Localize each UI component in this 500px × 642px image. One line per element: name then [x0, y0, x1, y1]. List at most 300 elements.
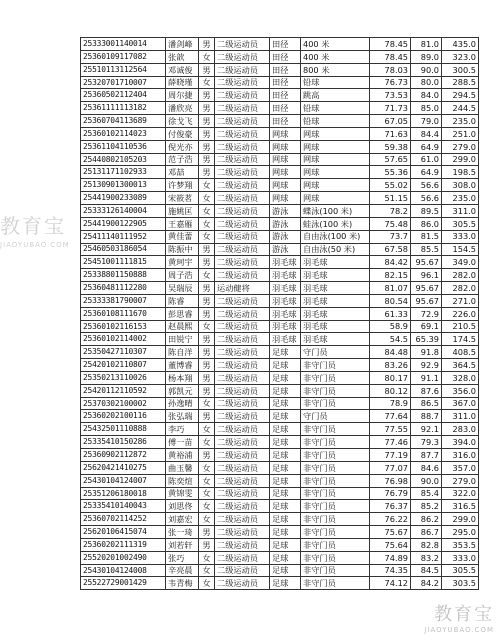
cell-name: 辛亮晨	[166, 564, 199, 577]
cell-sport: 羽毛球	[270, 256, 301, 269]
cell-id: 25430104124008	[81, 564, 166, 577]
cell-score-1: 76.37	[370, 500, 411, 513]
cell-id: 25360702114252	[81, 513, 166, 526]
cell-event: 非守门员	[301, 526, 370, 539]
cell-event: 守门员	[301, 410, 370, 423]
cell-sport: 足球	[270, 577, 301, 590]
cell-event: 羽毛球	[301, 333, 370, 346]
cell-sex: 男	[199, 384, 215, 397]
cell-score-1: 59.38	[370, 140, 411, 153]
cell-name: 周子浩	[166, 269, 199, 282]
cell-event: 非守门员	[301, 500, 370, 513]
cell-score-1: 55.02	[370, 179, 411, 192]
cell-level: 二级运动员	[215, 333, 270, 346]
cell-id: 25460503186054	[81, 243, 166, 256]
cell-sport: 足球	[270, 474, 301, 487]
cell-score-2: 84.2	[411, 577, 442, 590]
cell-score-3: 282.0	[442, 269, 479, 282]
cell-score-3: 333.0	[442, 230, 479, 243]
table-row	[81, 76, 479, 89]
cell-score-3: 251.0	[442, 127, 479, 140]
cell-level: 二级运动员	[215, 320, 270, 333]
cell-sport: 羽毛球	[270, 333, 301, 346]
cell-event: 网球	[301, 192, 370, 205]
cell-score-3: 305.5	[442, 564, 479, 577]
cell-score-1: 78.2	[370, 204, 411, 217]
cell-score-2: 92.9	[411, 359, 442, 372]
cell-score-3: 226.0	[442, 307, 479, 320]
cell-score-1: 77.64	[370, 410, 411, 423]
cell-sex: 男	[199, 538, 215, 551]
cell-event: 非守门员	[301, 449, 370, 462]
cell-name: 潘欣亮	[166, 102, 199, 115]
cell-name: 陈自洋	[166, 346, 199, 359]
cell-score-1: 61.33	[370, 307, 411, 320]
cell-id: 25520201002490	[81, 551, 166, 564]
cell-sport: 足球	[270, 500, 301, 513]
cell-sex: 女	[199, 269, 215, 282]
cell-event: 跳高	[301, 89, 370, 102]
cell-sport: 游泳	[270, 243, 301, 256]
cell-sex: 男	[199, 346, 215, 359]
table-row	[81, 500, 479, 513]
cell-id: 25131171102933	[81, 166, 166, 179]
cell-name: 宋筱茗	[166, 192, 199, 205]
cell-sport: 足球	[270, 538, 301, 551]
cell-id: 25360502112404	[81, 89, 166, 102]
cell-sport: 足球	[270, 397, 301, 410]
cell-score-3: 328.0	[442, 371, 479, 384]
table-row	[81, 551, 479, 564]
cell-name: 刘嘉宏	[166, 513, 199, 526]
cell-event: 非守门员	[301, 538, 370, 551]
cell-score-1: 76.79	[370, 487, 411, 500]
table-body	[81, 38, 479, 590]
cell-name: 许梦翔	[166, 179, 199, 192]
cell-id: 25333001140014	[81, 38, 166, 51]
cell-score-2: 91.1	[411, 371, 442, 384]
cell-sport: 田径	[270, 102, 301, 115]
cell-score-1: 76.22	[370, 513, 411, 526]
cell-score-2: 64.9	[411, 140, 442, 153]
cell-score-2: 65.39	[411, 333, 442, 346]
cell-sport: 网球	[270, 140, 301, 153]
cell-id: 25360102114002	[81, 333, 166, 346]
cell-score-3: 408.5	[442, 346, 479, 359]
cell-score-2: 56.6	[411, 192, 442, 205]
cell-sport: 足球	[270, 564, 301, 577]
cell-score-2: 89.0	[411, 50, 442, 63]
watermark-right	[384, 600, 494, 634]
cell-event: 非守门员	[301, 359, 370, 372]
table-row	[81, 269, 479, 282]
cell-sex: 女	[199, 436, 215, 449]
cell-score-1: 84.48	[370, 346, 411, 359]
table-row	[81, 474, 479, 487]
table-row	[81, 513, 479, 526]
cell-sex: 女	[199, 217, 215, 230]
cell-level: 二级运动员	[215, 346, 270, 359]
cell-id: 25620106415074	[81, 526, 166, 539]
cell-name: 董博睿	[166, 359, 199, 372]
cell-score-1: 77.46	[370, 436, 411, 449]
cell-name: 薛晓瑾	[166, 76, 199, 89]
cell-name: 赵晨熙	[166, 320, 199, 333]
cell-sex: 男	[199, 282, 215, 295]
table-row	[81, 256, 479, 269]
table-row	[81, 384, 479, 397]
cell-level: 二级运动员	[215, 192, 270, 205]
cell-score-3: 311.0	[442, 204, 479, 217]
cell-score-1: 76.98	[370, 474, 411, 487]
cell-score-1: 67.05	[370, 115, 411, 128]
cell-score-3: 154.5	[442, 243, 479, 256]
cell-name: 黄裕浦	[166, 449, 199, 462]
cell-sex: 女	[199, 192, 215, 205]
cell-event: 非守门员	[301, 397, 370, 410]
table-row	[81, 127, 479, 140]
cell-score-1: 78.9	[370, 397, 411, 410]
cell-event: 800 米	[301, 63, 370, 76]
cell-sex: 男	[199, 307, 215, 320]
cell-level: 二级运动员	[215, 474, 270, 487]
cell-score-3: 174.5	[442, 333, 479, 346]
cell-name: 陈振中	[166, 243, 199, 256]
cell-score-1: 75.64	[370, 538, 411, 551]
cell-level: 二级运动员	[215, 500, 270, 513]
watermark-right-url: JIAOYUBAO.COM	[424, 626, 494, 634]
cell-score-1: 55.36	[370, 166, 411, 179]
cell-sport: 游泳	[270, 230, 301, 243]
cell-score-1: 57.65	[370, 153, 411, 166]
cell-name: 邓诚俊	[166, 63, 199, 76]
table-row	[81, 320, 479, 333]
cell-id: 25360202111319	[81, 538, 166, 551]
cell-score-3: 300.5	[442, 63, 479, 76]
cell-sport: 足球	[270, 371, 301, 384]
cell-sex: 女	[199, 500, 215, 513]
cell-sport: 足球	[270, 410, 301, 423]
cell-score-2: 61.0	[411, 153, 442, 166]
cell-score-3: 294.5	[442, 89, 479, 102]
cell-id: 25351206180018	[81, 487, 166, 500]
table-row	[81, 346, 479, 359]
cell-name: 孙逸晴	[166, 397, 199, 410]
cell-score-2: 79.0	[411, 115, 442, 128]
table-row	[81, 410, 479, 423]
table-row	[81, 423, 479, 436]
cell-level: 二级运动员	[215, 76, 270, 89]
cell-level: 二级运动员	[215, 513, 270, 526]
cell-score-2: 85.2	[411, 500, 442, 513]
cell-score-2: 89.5	[411, 204, 442, 217]
cell-score-2: 88.7	[411, 410, 442, 423]
cell-sex: 男	[199, 102, 215, 115]
table-row	[81, 461, 479, 474]
cell-level: 二级运动员	[215, 217, 270, 230]
cell-score-3: 235.0	[442, 115, 479, 128]
cell-score-3: 322.0	[442, 487, 479, 500]
cell-score-3: 357.0	[442, 461, 479, 474]
cell-sex: 男	[199, 256, 215, 269]
cell-sex: 女	[199, 551, 215, 564]
cell-sport: 游泳	[270, 204, 301, 217]
cell-score-1: 54.5	[370, 333, 411, 346]
cell-sex: 女	[199, 513, 215, 526]
cell-score-3: 394.0	[442, 436, 479, 449]
cell-level: 二级运动员	[215, 256, 270, 269]
cell-score-3: 271.0	[442, 294, 479, 307]
cell-sex: 男	[199, 140, 215, 153]
cell-id: 25440802105203	[81, 153, 166, 166]
cell-id: 25320701710007	[81, 76, 166, 89]
cell-score-2: 85.5	[411, 243, 442, 256]
table-row	[81, 38, 479, 51]
cell-level: 二级运动员	[215, 140, 270, 153]
cell-event: 非守门员	[301, 551, 370, 564]
cell-score-1: 67.58	[370, 243, 411, 256]
cell-score-2: 84.5	[411, 564, 442, 577]
cell-name: 吴瑞辰	[166, 282, 199, 295]
cell-score-1: 71.73	[370, 102, 411, 115]
cell-name: 陈奕煊	[166, 474, 199, 487]
cell-score-2: 84.0	[411, 89, 442, 102]
cell-level: 二级运动员	[215, 230, 270, 243]
cell-event: 羽毛球	[301, 269, 370, 282]
cell-sport: 网球	[270, 192, 301, 205]
cell-sex: 男	[199, 333, 215, 346]
cell-sport: 足球	[270, 423, 301, 436]
cell-id: 25420102110807	[81, 359, 166, 372]
cell-level: 二级运动员	[215, 115, 270, 128]
cell-name: 黄锦雯	[166, 487, 199, 500]
table-row	[81, 89, 479, 102]
cell-level: 二级运动员	[215, 38, 270, 51]
table-row	[81, 577, 479, 590]
table-row	[81, 359, 479, 372]
cell-sex: 男	[199, 89, 215, 102]
cell-sport: 羽毛球	[270, 307, 301, 320]
cell-score-1: 81.07	[370, 282, 411, 295]
cell-sport: 足球	[270, 449, 301, 462]
table-row	[81, 140, 479, 153]
cell-score-3: 235.0	[442, 192, 479, 205]
cell-name: 黄佳蕾	[166, 230, 199, 243]
cell-level: 二级运动员	[215, 410, 270, 423]
watermark-left-url: JIAOYUBAO.COM	[0, 241, 70, 249]
cell-score-3: 367.0	[442, 397, 479, 410]
cell-event: 羽毛球	[301, 282, 370, 295]
table-row	[81, 230, 479, 243]
cell-id: 25333126140004	[81, 204, 166, 217]
cell-event: 羽毛球	[301, 307, 370, 320]
cell-sport: 游泳	[270, 217, 301, 230]
cell-id: 25370302100002	[81, 397, 166, 410]
cell-score-2: 56.6	[411, 179, 442, 192]
cell-level: 二级运动员	[215, 294, 270, 307]
cell-level: 二级运动员	[215, 166, 270, 179]
cell-sport: 田径	[270, 89, 301, 102]
cell-level: 二级运动员	[215, 423, 270, 436]
cell-score-2: 91.8	[411, 346, 442, 359]
cell-event: 非守门员	[301, 564, 370, 577]
cell-score-2: 79.3	[411, 436, 442, 449]
cell-level: 二级运动员	[215, 564, 270, 577]
cell-sport: 足球	[270, 551, 301, 564]
cell-sex: 男	[199, 359, 215, 372]
cell-sport: 羽毛球	[270, 282, 301, 295]
cell-level: 二级运动员	[215, 526, 270, 539]
cell-score-3: 279.0	[442, 140, 479, 153]
cell-score-2: 64.9	[411, 166, 442, 179]
cell-name: 郭凯元	[166, 384, 199, 397]
table-row	[81, 115, 479, 128]
cell-score-2: 95.67	[411, 294, 442, 307]
cell-event: 非守门员	[301, 577, 370, 590]
cell-score-1: 78.03	[370, 63, 411, 76]
cell-level: 二级运动员	[215, 436, 270, 449]
cell-event: 400 米	[301, 38, 370, 51]
table-row	[81, 166, 479, 179]
cell-score-2: 85.4	[411, 487, 442, 500]
cell-level: 二级运动员	[215, 384, 270, 397]
cell-score-3: 279.0	[442, 474, 479, 487]
cell-score-3: 283.0	[442, 423, 479, 436]
cell-event: 铅球	[301, 102, 370, 115]
cell-id: 25411140111952	[81, 230, 166, 243]
cell-score-2: 69.1	[411, 320, 442, 333]
cell-score-2: 87.6	[411, 384, 442, 397]
cell-score-3: 323.0	[442, 50, 479, 63]
cell-score-3: 210.5	[442, 320, 479, 333]
cell-name: 田锐宁	[166, 333, 199, 346]
cell-level: 二级运动员	[215, 487, 270, 500]
cell-score-3: 316.5	[442, 500, 479, 513]
cell-sex: 男	[199, 449, 215, 462]
cell-id: 25510113112564	[81, 63, 166, 76]
cell-level: 二级运动员	[215, 127, 270, 140]
cell-event: 羽毛球	[301, 294, 370, 307]
cell-sex: 男	[199, 115, 215, 128]
cell-id: 25451001111815	[81, 256, 166, 269]
table-row	[81, 307, 479, 320]
cell-event: 非守门员	[301, 461, 370, 474]
cell-score-3: 305.5	[442, 217, 479, 230]
cell-score-2: 87.7	[411, 449, 442, 462]
cell-score-3: 288.5	[442, 76, 479, 89]
cell-event: 网球	[301, 153, 370, 166]
cell-score-3: 333.0	[442, 551, 479, 564]
cell-sport: 网球	[270, 166, 301, 179]
cell-level: 二级运动员	[215, 577, 270, 590]
cell-score-2: 90.0	[411, 63, 442, 76]
cell-name: 倪光亦	[166, 140, 199, 153]
cell-sex: 男	[199, 371, 215, 384]
cell-name: 周尔捷	[166, 89, 199, 102]
cell-name: 范子浩	[166, 153, 199, 166]
cell-sport: 羽毛球	[270, 269, 301, 282]
table-row	[81, 282, 479, 295]
cell-event: 400 米	[301, 50, 370, 63]
cell-score-1: 74.12	[370, 577, 411, 590]
cell-id: 25360902112872	[81, 449, 166, 462]
cell-sport: 羽毛球	[270, 320, 301, 333]
cell-score-2: 84.4	[411, 127, 442, 140]
cell-sex: 男	[199, 294, 215, 307]
table-row	[81, 436, 479, 449]
table-row	[81, 564, 479, 577]
cell-sport: 网球	[270, 127, 301, 140]
cell-id: 25350427110307	[81, 346, 166, 359]
cell-score-1: 73.7	[370, 230, 411, 243]
cell-score-1: 80.54	[370, 294, 411, 307]
cell-event: 守门员	[301, 346, 370, 359]
watermark-right-logo: 教育宝	[434, 604, 494, 625]
cell-score-1: 75.48	[370, 217, 411, 230]
cell-id: 25430104124007	[81, 474, 166, 487]
cell-event: 非守门员	[301, 423, 370, 436]
cell-level: 二级运动员	[215, 551, 270, 564]
cell-sport: 田径	[270, 50, 301, 63]
cell-score-1: 74.35	[370, 564, 411, 577]
cell-level: 二级运动员	[215, 307, 270, 320]
cell-event: 非守门员	[301, 384, 370, 397]
cell-event: 网球	[301, 127, 370, 140]
cell-name: 刘思佟	[166, 500, 199, 513]
cell-id: 25360481112280	[81, 282, 166, 295]
cell-level: 二级运动员	[215, 449, 270, 462]
cell-score-3: 282.0	[442, 282, 479, 295]
cell-sport: 足球	[270, 359, 301, 372]
cell-sport: 足球	[270, 384, 301, 397]
cell-id: 25361111113182	[81, 102, 166, 115]
cell-event: 蛙泳(100 米)	[301, 217, 370, 230]
cell-sex: 男	[199, 410, 215, 423]
cell-id: 25350213110026	[81, 371, 166, 384]
cell-score-2: 96.1	[411, 269, 442, 282]
cell-sex: 男	[199, 166, 215, 179]
cell-id: 25361104110536	[81, 140, 166, 153]
cell-score-2: 85.0	[411, 102, 442, 115]
cell-score-2: 81.0	[411, 38, 442, 51]
table-row	[81, 153, 479, 166]
cell-name: 李巧	[166, 423, 199, 436]
cell-level: 二级运动员	[215, 538, 270, 551]
cell-score-1: 78.45	[370, 38, 411, 51]
cell-score-1: 77.55	[370, 423, 411, 436]
cell-id: 25360108111670	[81, 307, 166, 320]
table-row	[81, 192, 479, 205]
cell-sport: 足球	[270, 526, 301, 539]
cell-event: 非守门员	[301, 371, 370, 384]
table-row	[81, 538, 479, 551]
cell-name: 潘剑峰	[166, 38, 199, 51]
cell-id: 25432501110888	[81, 423, 166, 436]
cell-sex: 女	[199, 474, 215, 487]
cell-score-2: 95.67	[411, 256, 442, 269]
table-row	[81, 63, 479, 76]
cell-name: 傅一苗	[166, 436, 199, 449]
cell-sex: 女	[199, 423, 215, 436]
cell-id: 25522729001429	[81, 577, 166, 590]
cell-level: 二级运动员	[215, 153, 270, 166]
cell-sex: 女	[199, 461, 215, 474]
table-row	[81, 294, 479, 307]
cell-sex: 男	[199, 243, 215, 256]
cell-sport: 足球	[270, 346, 301, 359]
cell-score-1: 77.19	[370, 449, 411, 462]
cell-score-3: 349.0	[442, 256, 479, 269]
